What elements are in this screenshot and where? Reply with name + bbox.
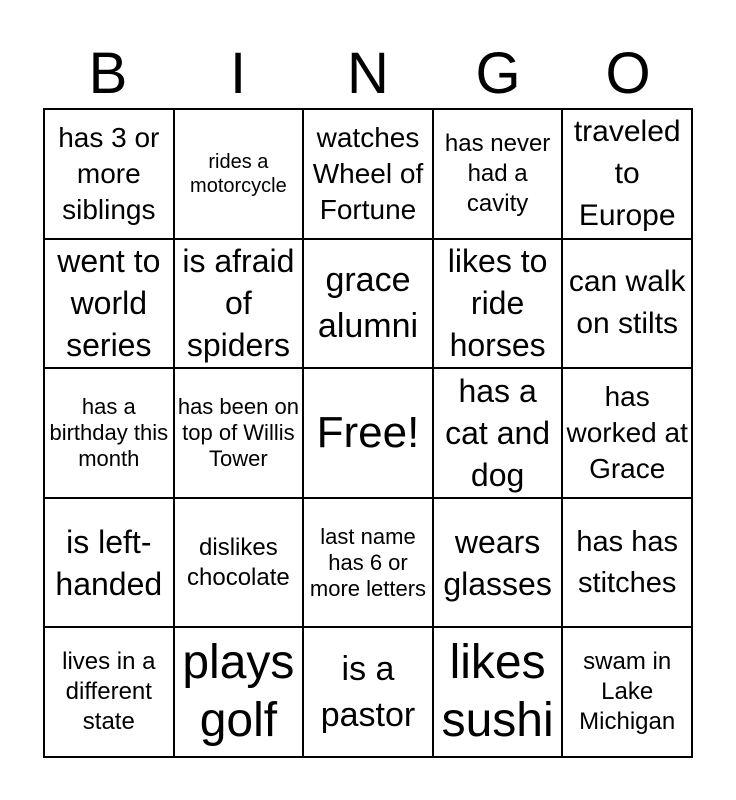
cell-text: rides a motorcycle [190,150,287,197]
cell-text: swam in Lake Michigan [579,648,676,736]
bingo-cell[interactable] [174,109,304,239]
bingo-cell[interactable] [174,627,304,757]
bingo-cell[interactable] [562,239,692,369]
bingo-cell[interactable] [174,239,304,369]
bingo-cell[interactable] [44,368,174,498]
cell-text: wears glasses [443,523,552,602]
bingo-cell[interactable] [44,109,174,239]
bingo-cell[interactable] [303,239,433,369]
cell-text: traveled to Europe [573,114,681,232]
cell-text: has a birthday this month [49,393,169,471]
bingo-cell[interactable] [44,239,174,369]
cell-text: watches Wheel of Fortune [312,121,424,225]
bingo-cell[interactable] [44,498,174,628]
bingo-header [43,40,693,108]
cell-text: lives in a different state [62,648,156,736]
cell-text: has worked at Grace [566,380,688,484]
bingo-cell[interactable] [303,498,433,628]
bingo-cell[interactable] [562,627,692,757]
bingo-cell[interactable] [562,109,692,239]
cell-text: likes sushi [441,636,554,748]
header-letter-i: I [229,41,247,106]
cell-text: dislikes chocolate [187,533,290,591]
bingo-cell[interactable] [433,239,563,369]
bingo-cell[interactable] [562,368,692,498]
cell-text: likes to ride horses [447,243,548,364]
cell-text: is a pastor [320,650,416,735]
bingo-cell[interactable] [174,368,304,498]
cell-text: has a cat and dog [445,372,551,493]
bingo-cell[interactable] [303,627,433,757]
header-letter-n: N [347,41,389,106]
cell-text: has 3 or more siblings [58,121,160,225]
header-letter-o: O [605,41,651,106]
cell-text: grace alumni [317,261,419,346]
cell-text: went to world series [57,243,161,364]
bingo-board [43,108,693,758]
cell-text: Free! [316,407,420,457]
cell-text: last name has 6 or more letters [309,523,427,601]
bingo-cell[interactable] [433,368,563,498]
cell-text: has has stitches [576,525,678,599]
bingo-cell[interactable] [44,627,174,757]
bingo-cell[interactable] [433,627,563,757]
header-letter-b: B [88,41,128,106]
bingo-cell[interactable] [562,498,692,628]
cell-text: is left-handed [55,523,163,602]
bingo-cell[interactable] [303,109,433,239]
cell-text: has been on top of Willis Tower [177,393,299,471]
cell-text: has never had a cavity [444,129,551,217]
free-space[interactable] [303,368,433,498]
cell-text: is afraid of spiders [182,243,295,364]
bingo-cell[interactable] [433,109,563,239]
cell-text: can walk on stilts [568,265,686,341]
header-letter-g: G [475,41,521,106]
cell-text: plays golf [182,636,295,748]
bingo-cell[interactable] [433,498,563,628]
bingo-cell[interactable] [174,498,304,628]
